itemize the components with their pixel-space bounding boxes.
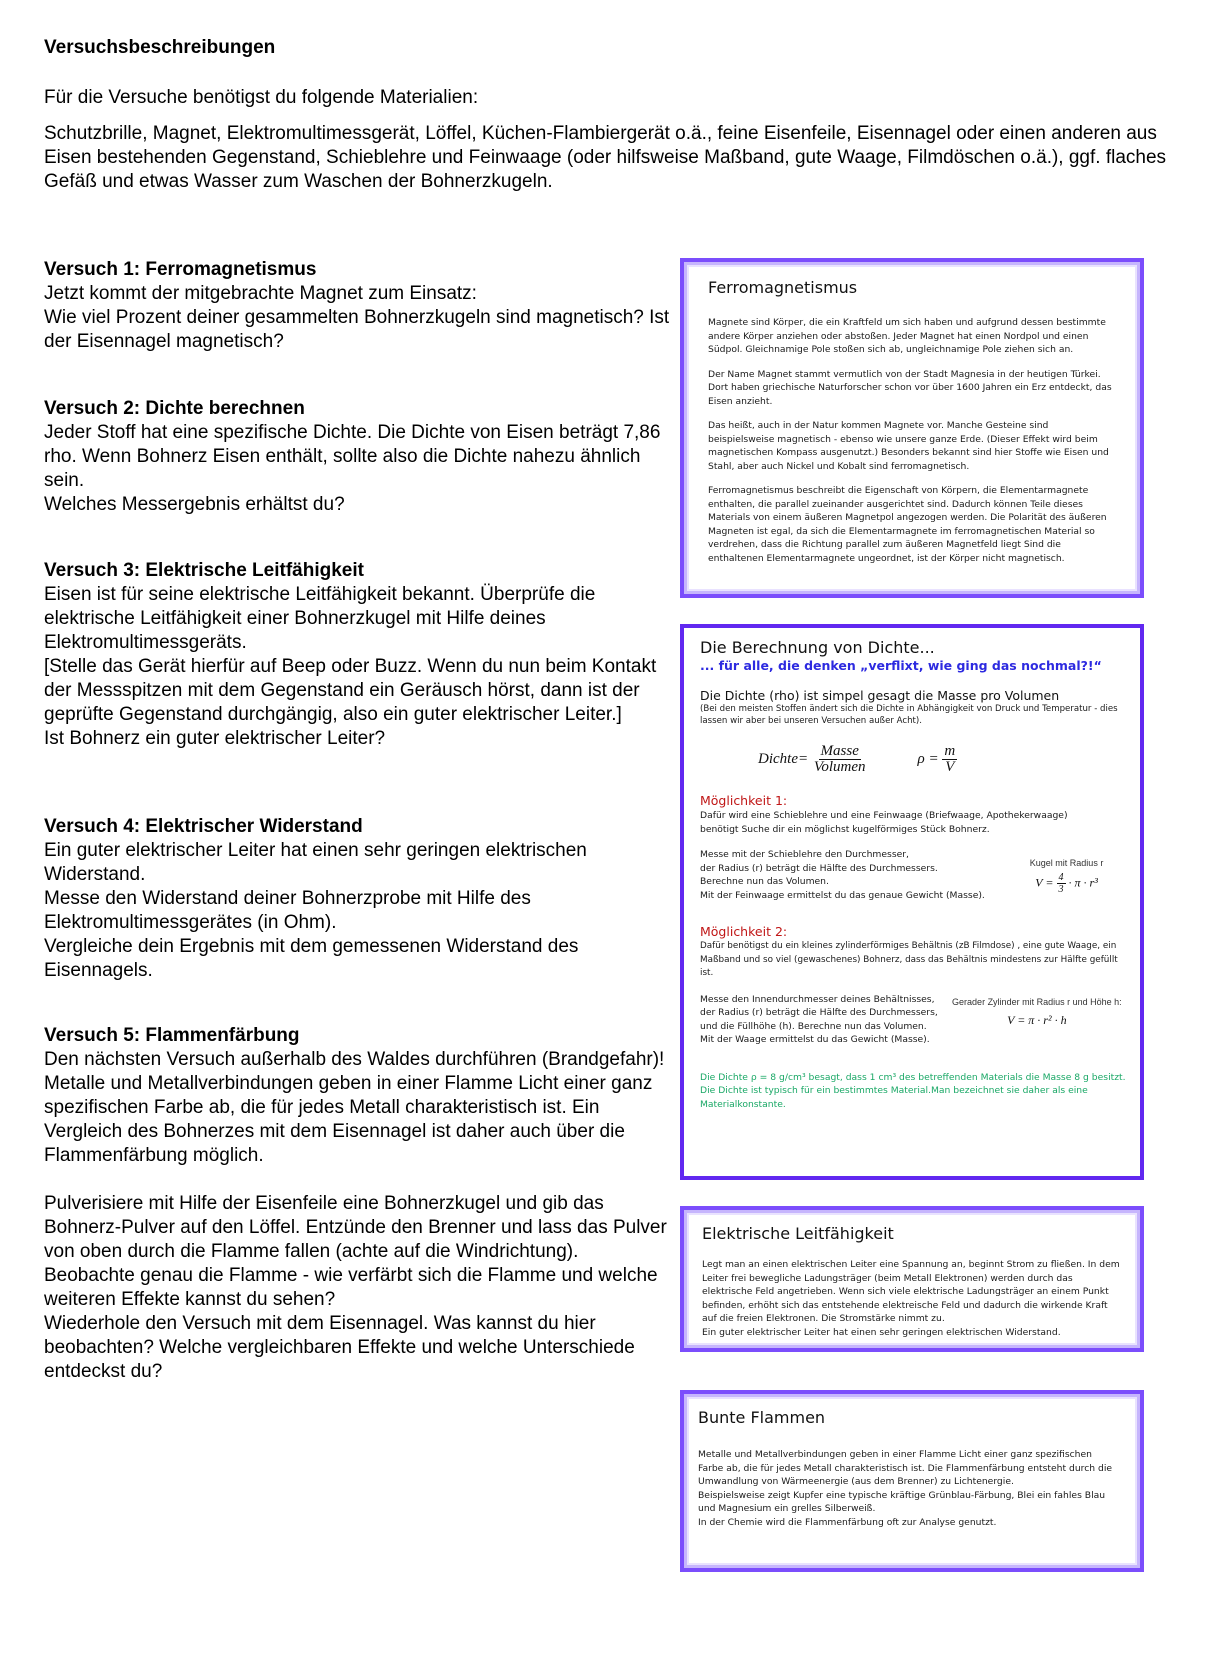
versuch-heading: Versuch 3: Elektrische Leitfähigkeit bbox=[44, 560, 364, 581]
option-2-title: Möglichkeit 2: bbox=[700, 924, 788, 939]
document-title: Versuchsbeschreibungen bbox=[44, 37, 276, 58]
sphere-formula: Kugel mit Radius r V = $\frac{4}{3}$ · π · r³ bbox=[1029, 858, 1104, 895]
box-paragraph: Das heißt, auch in der Natur kommen Magnete vor. Manche Gesteine sind beispielsweise magnetisch - ebenso wie unsere ganze Erde. (Dieser Effekt wird beim magnetischen Kompass ausgenutzt.) Besonders bekannt sind hier Stoffe wie Eisen und Stahl, aber auch Nickel und Kobalt sind ferromagnetisch. bbox=[708, 420, 1109, 472]
versuch-text: Ein guter elektrischer Leiter hat einen sehr geringen elektrischen Widerstand. bbox=[44, 840, 587, 885]
versuch-text: Metalle und Metallverbindungen geben in einer Flamme Licht einer ganz spezifischen Farbe ab, die für jedes Metall charakteristisch ist. Ein Vergleich des Bohnerzes mit dem Eisennagel ist daher auch über die Flammenfärbung möglich. bbox=[44, 1073, 653, 1166]
box-paragraph: Der Name Magnet stammt vermutlich von der Stadt Magnesia in der heutigen Türkei. Dort haben griechische Naturforscher schon vor über 1600 Jahren ein Erz entdeckt, das Eisen anzieht. bbox=[708, 368, 1112, 407]
box-paragraph: Legt man an einen elektrischen Leiter eine Spannung an, beginnt Strom zu fließen. In dem Leiter frei bewegliche Ladungsträger (beim Metall Elektronen) werden durch das elektrische Feld angetrieben. Wenn sich viele elektrische Ladungsträger an einem Punkt befinden, erhöht sich das entstehende elektreische Feld und dadurch die wirkende Kraft auf die freien Elektronen. Die Stromstärke nimmt zu. bbox=[702, 1259, 1120, 1324]
versuch-2 bbox=[44, 397, 674, 517]
step-line: und die Füllhöhe (h). Berechne nun das Volumen. bbox=[700, 1020, 927, 1032]
box-title: Elektrische Leitfähigkeit bbox=[702, 1224, 894, 1243]
box-title: Ferromagnetismus bbox=[708, 278, 858, 297]
versuch-text: Eisen ist für seine elektrische Leitfähigkeit bekannt. Überprüfe die elektrische Leitfähigkeit einer Bohnerzkugel mit Hilfe deines Elektromultimessgeräts. bbox=[44, 584, 596, 653]
versuch-text: [Stelle das Gerät hierfür auf Beep oder Buzz. Wenn du nun beim Kontakt der Messspitzen mit dem Gegenstand ein Geräusch hörst, dann ist der geprüfte Gegenstand durchgängig, also ein guter elektrischer Leiter.] bbox=[44, 656, 657, 725]
option-1-title: Möglichkeit 1: bbox=[700, 793, 788, 808]
step-line: der Radius (r) beträgt die Hälfte des Durchmessers. bbox=[700, 862, 938, 874]
formula-symbol: ρ = $\frac{m}{V}$ bbox=[917, 742, 956, 775]
versuch-1 bbox=[44, 258, 674, 354]
box-paragraph: Metalle und Metallverbindungen geben in einer Flamme Licht einer ganz spezifischen Farbe ab, die für jedes Metall charakteristisch ist. Die Flammenfärbung entsteht durch die Umwandlung von Wärmeenergie (aus dem Brenner) zu Lichtenergie. bbox=[698, 1449, 1113, 1487]
density-summary bbox=[700, 1071, 1126, 1112]
info-box-leitfaehigkeit bbox=[680, 1206, 1144, 1352]
option-2-steps bbox=[700, 993, 1126, 1047]
formula-word: Dichte= $\frac{\text{Masse}}{\text{Volumen}}$ bbox=[758, 742, 866, 775]
box-paragraph: Beispielsweise zeigt Kupfer eine typische kräftige Grünblau-Färbung, Blei ein fahles Blau und Magnesium ein grelles Silberweiß. bbox=[698, 1489, 1106, 1514]
summary-line: Die Dichte ist typisch für ein bestimmtes Material.Man bezeichnet sie daher als eine Materialkonstante. bbox=[700, 1085, 1088, 1110]
step-line: Messe den Innendurchmesser deines Behältnisses, bbox=[700, 993, 935, 1005]
versuch-text: Welches Messergebnis erhältst du? bbox=[44, 494, 345, 515]
info-box-bunte-flammen bbox=[680, 1390, 1144, 1572]
versuch-text: Vergleiche dein Ergebnis mit dem gemessenen Widerstand des Eisennagels. bbox=[44, 936, 579, 981]
step-line: Mit der Feinwaage ermittelst du das genaue Gewicht (Masse). bbox=[700, 889, 985, 901]
box-paragraph: Ein guter elektrischer Leiter hat einen sehr geringen elektrischen Widerstand. bbox=[702, 1326, 1061, 1338]
density-lead: Die Dichte (rho) ist simpel gesagt die Masse pro Volumen bbox=[700, 688, 1060, 703]
step-line: Mit der Waage ermittelst du das Gewicht (Masse). bbox=[700, 1034, 930, 1045]
info-box-dichte bbox=[680, 624, 1144, 1180]
versuch-text: Messe den Widerstand deiner Bohnerzprobe mit Hilfe des Elektromultimessgerätes (in Ohm). bbox=[44, 888, 531, 933]
box-title: Die Berechnung von Dichte... bbox=[700, 638, 935, 657]
step-line: Messe mit der Schieblehre den Durchmesser, bbox=[700, 849, 909, 860]
versuch-text: Jeder Stoff hat eine spezifische Dichte. Die Dichte von Eisen beträgt 7,86 rho. Wenn Bohnerz Eisen enthält, sollte also die Dichte nahezu ähnlich sein. bbox=[44, 422, 661, 491]
density-formulas bbox=[700, 739, 1126, 779]
versuch-text: Wie viel Prozent deiner gesammelten Bohnerzkugeln sind magnetisch? Ist der Eisennagel magnetisch? bbox=[44, 307, 670, 352]
versuch-text: Pulverisiere mit Hilfe der Eisenfeile eine Bohnerzkugel und gib das Bohnerz-Pulver auf den Löffel. Entzünde den Brenner und lass das Pulver von oben durch die Flamme fallen (achte auf die Windrichtung). bbox=[44, 1193, 667, 1262]
versuch-heading: Versuch 1: Ferromagnetismus bbox=[44, 259, 317, 280]
box-paragraph: Magnete sind Körper, die ein Kraftfeld um sich haben und aufgrund dessen bestimmte andere Körper anziehen oder abstoßen. Jeder Magnet hat einen Nordpol und einen Südpol. Gleichnamige Pole stoßen sich ab, ungleichnamige Pole ziehen sich an. bbox=[708, 317, 1106, 355]
versuch-3 bbox=[44, 559, 674, 751]
option-1-text: Dafür wird eine Schieblehre und eine Feinwaage (Briefwaage, Apothekerwaage) benötigt Suche dir ein möglichst kugelförmiges Stück Bohnerz. bbox=[700, 810, 1068, 835]
box-title: Bunte Flammen bbox=[698, 1408, 826, 1427]
versuch-heading: Versuch 4: Elektrischer Widerstand bbox=[44, 816, 363, 837]
versuch-text: Den nächsten Versuch außerhalb des Waldes durchführen (Brandgefahr)! bbox=[44, 1049, 665, 1070]
versuch-text: Jetzt kommt der mitgebrachte Magnet zum Einsatz: bbox=[44, 283, 477, 304]
versuch-heading: Versuch 2: Dichte berechnen bbox=[44, 398, 305, 419]
step-line: Berechne nun das Volumen. bbox=[700, 876, 829, 887]
materials-list: Schutzbrille, Magnet, Elektromultimessgerät, Löffel, Küchen-Flambiergerät o.ä., feine Eisenfeile, Eisennagel oder einen anderen aus Eisen bestehenden Gegenstand, Schieblehre und Feinwaage (oder hilfsweise Maßband, gute Waage, Filmdöschen o.ä.), ggf. flaches Gefäß und etwas Wasser zum Waschen der Bohnerzkugeln. bbox=[44, 123, 1167, 192]
versuch-text: Ist Bohnerz ein guter elektrischer Leiter? bbox=[44, 728, 386, 749]
box-paragraph: In der Chemie wird die Flammenfärbung oft zur Analyse genutzt. bbox=[698, 1516, 997, 1528]
option-2-text: Dafür benötigst du ein kleines zylinderförmiges Behältnis (zB Filmdose) , eine gute Waage, ein Maßband und so viel (gewaschenes) Bohnerz, dass das Behältnis mindestens zur Hälfte gefüllt ist. bbox=[700, 941, 1118, 978]
versuch-text: Beobachte genau die Flamme - wie verfärbt sich die Flamme und welche weiteren Effekte kannst du sehen? bbox=[44, 1265, 658, 1310]
summary-line: Die Dichte ρ = 8 g/cm³ besagt, dass 1 cm³ des betreffenden Materials die Masse 8 g besitzt. bbox=[700, 1071, 1126, 1083]
versuch-text: Wiederhole den Versuch mit dem Eisennagel. Was kannst du hier beobachten? Welche vergleichbaren Effekte und welche Unterschiede entdeckst du? bbox=[44, 1313, 635, 1382]
density-note: (Bei den meisten Stoffen ändert sich die Dichte in Abhängigkeit von Druck und Temperatur - dies lassen wir aber bei unseren Versuchen außer Acht). bbox=[700, 704, 1118, 726]
versuch-4 bbox=[44, 815, 674, 983]
box-paragraph: Ferromagnetismus beschreibt die Eigenschaft von Körpern, die Elementarmagnete enthalten, die parallel zueinander ausgerichtet sind. Dadurch können Teile dieses Materials von einem äußeren Magnetpol angezogen werden. Die Polarität des äußeren Magneten ist egal, da sich die Elementarmagnete im ferromagnetischen Material so verdrehen, dass die Richtung parallel zum äußeren Magnetfeld liegt Sind die enthaltenen Elementarmagnete ungeordnet, ist der Körper nicht magnetisch. bbox=[708, 485, 1107, 564]
versuch-heading: Versuch 5: Flammenfärbung bbox=[44, 1025, 300, 1046]
cylinder-formula: Gerader Zylinder mit Radius r und Höhe h: V = π · r² · h bbox=[952, 996, 1122, 1027]
option-1-steps bbox=[700, 848, 1126, 902]
versuch-5 bbox=[44, 1024, 674, 1384]
step-line: der Radius (r) beträgt die Hälfte des Durchmessers, bbox=[700, 1007, 938, 1018]
info-box-ferromagnetismus bbox=[680, 258, 1144, 598]
box-subtitle: ... für alle, die denken „verflixt, wie ging das nochmal?!“ bbox=[700, 658, 1102, 673]
materials-intro: Für die Versuche benötigst du folgende Materialien: bbox=[44, 87, 479, 108]
